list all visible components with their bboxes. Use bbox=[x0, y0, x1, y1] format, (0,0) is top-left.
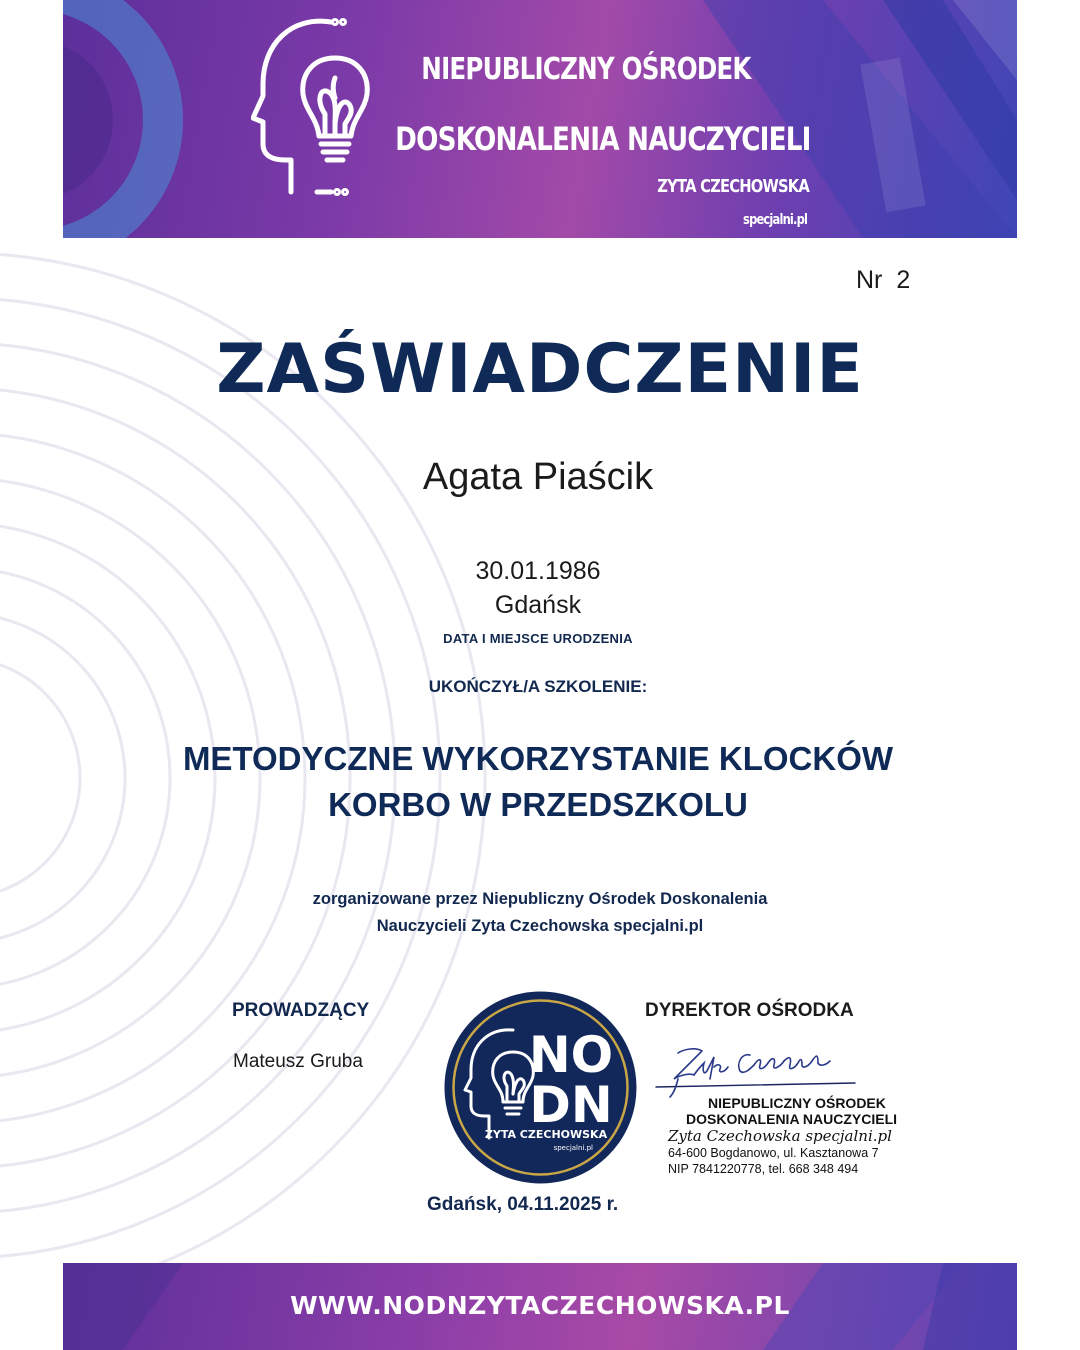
header-banner bbox=[63, 0, 1017, 238]
seal-name: ZYTA CZECHOWSKA bbox=[484, 1128, 608, 1141]
recipient-name: Agata Piaścik bbox=[422, 456, 654, 498]
lead-label: PROWADZĄCY bbox=[232, 1000, 370, 1021]
seal-top-letters: NO bbox=[528, 1026, 614, 1084]
header-title-line3: ZYTA CZECHOWSKA bbox=[657, 176, 809, 197]
birth-place: Gdańsk bbox=[494, 591, 582, 619]
course-title-line1: METODYCZNE WYKORZYSTANIE KLOCKÓW bbox=[182, 740, 894, 777]
head-lightbulb-icon bbox=[251, 14, 375, 204]
director-label: DYREKTOR OŚRODKA bbox=[645, 1000, 854, 1021]
course-title bbox=[140, 736, 936, 828]
stamp-line3: Zyta Czechowska specjalni.pl bbox=[668, 1127, 892, 1145]
footer-banner bbox=[63, 1263, 1017, 1350]
header-decoration bbox=[63, 0, 1017, 238]
organization-seal bbox=[443, 990, 638, 1185]
organization-stamp bbox=[668, 1095, 938, 1177]
seal-bottom-letters: DN bbox=[529, 1076, 613, 1134]
completed-label: UKOŃCZYŁ/A SZKOLENIE: bbox=[428, 677, 648, 696]
organizer-line1: zorganizowane przez Niepubliczny Ośrodek Doskonalenia bbox=[312, 890, 768, 908]
header-title-line2: DOSKONALENIA NAUCZYCIELI bbox=[395, 120, 811, 158]
signature-text: Zyta Czechowska bbox=[650, 1035, 658, 1036]
header-title-line1: NIEPUBLICZNY OŚRODEK bbox=[421, 52, 751, 87]
certificate-number-label: Nr bbox=[856, 266, 883, 294]
stamp-line1: NIEPUBLICZNY OŚRODEK bbox=[708, 1095, 886, 1111]
header-website: specjalni.pl bbox=[742, 212, 807, 228]
seal-site: specjalni.pl bbox=[553, 1144, 593, 1152]
stamp-line2: DOSKONALENIA NAUCZYCIELI bbox=[686, 1111, 898, 1127]
lead-name: Mateusz Gruba bbox=[233, 1051, 363, 1072]
issue-place-date: Gdańsk, 04.11.2025 r. bbox=[427, 1194, 619, 1215]
organizer-text bbox=[240, 886, 840, 940]
certificate-number-value: 2 bbox=[896, 266, 911, 294]
birth-label: DATA I MIEJSCE URODZENIA bbox=[443, 631, 633, 646]
certificate-number bbox=[856, 266, 910, 295]
birth-date: 30.01.1986 bbox=[475, 557, 601, 585]
footer-website-link[interactable]: WWW.NODNZYTACZECHOWSKA.PL bbox=[290, 1291, 790, 1320]
course-title-line2: KORBO W PRZEDSZKOLU bbox=[328, 786, 748, 823]
page-title: ZAŚWIADCZENIE bbox=[216, 330, 864, 409]
organizer-line2: Nauczycieli Zyta Czechowska specjalni.pl bbox=[376, 917, 704, 935]
stamp-line5: NIP 7841220778, tel. 668 348 494 bbox=[668, 1162, 859, 1176]
stamp-line4: 64-600 Bogdanowo, ul. Kasztanowa 7 bbox=[668, 1146, 879, 1160]
